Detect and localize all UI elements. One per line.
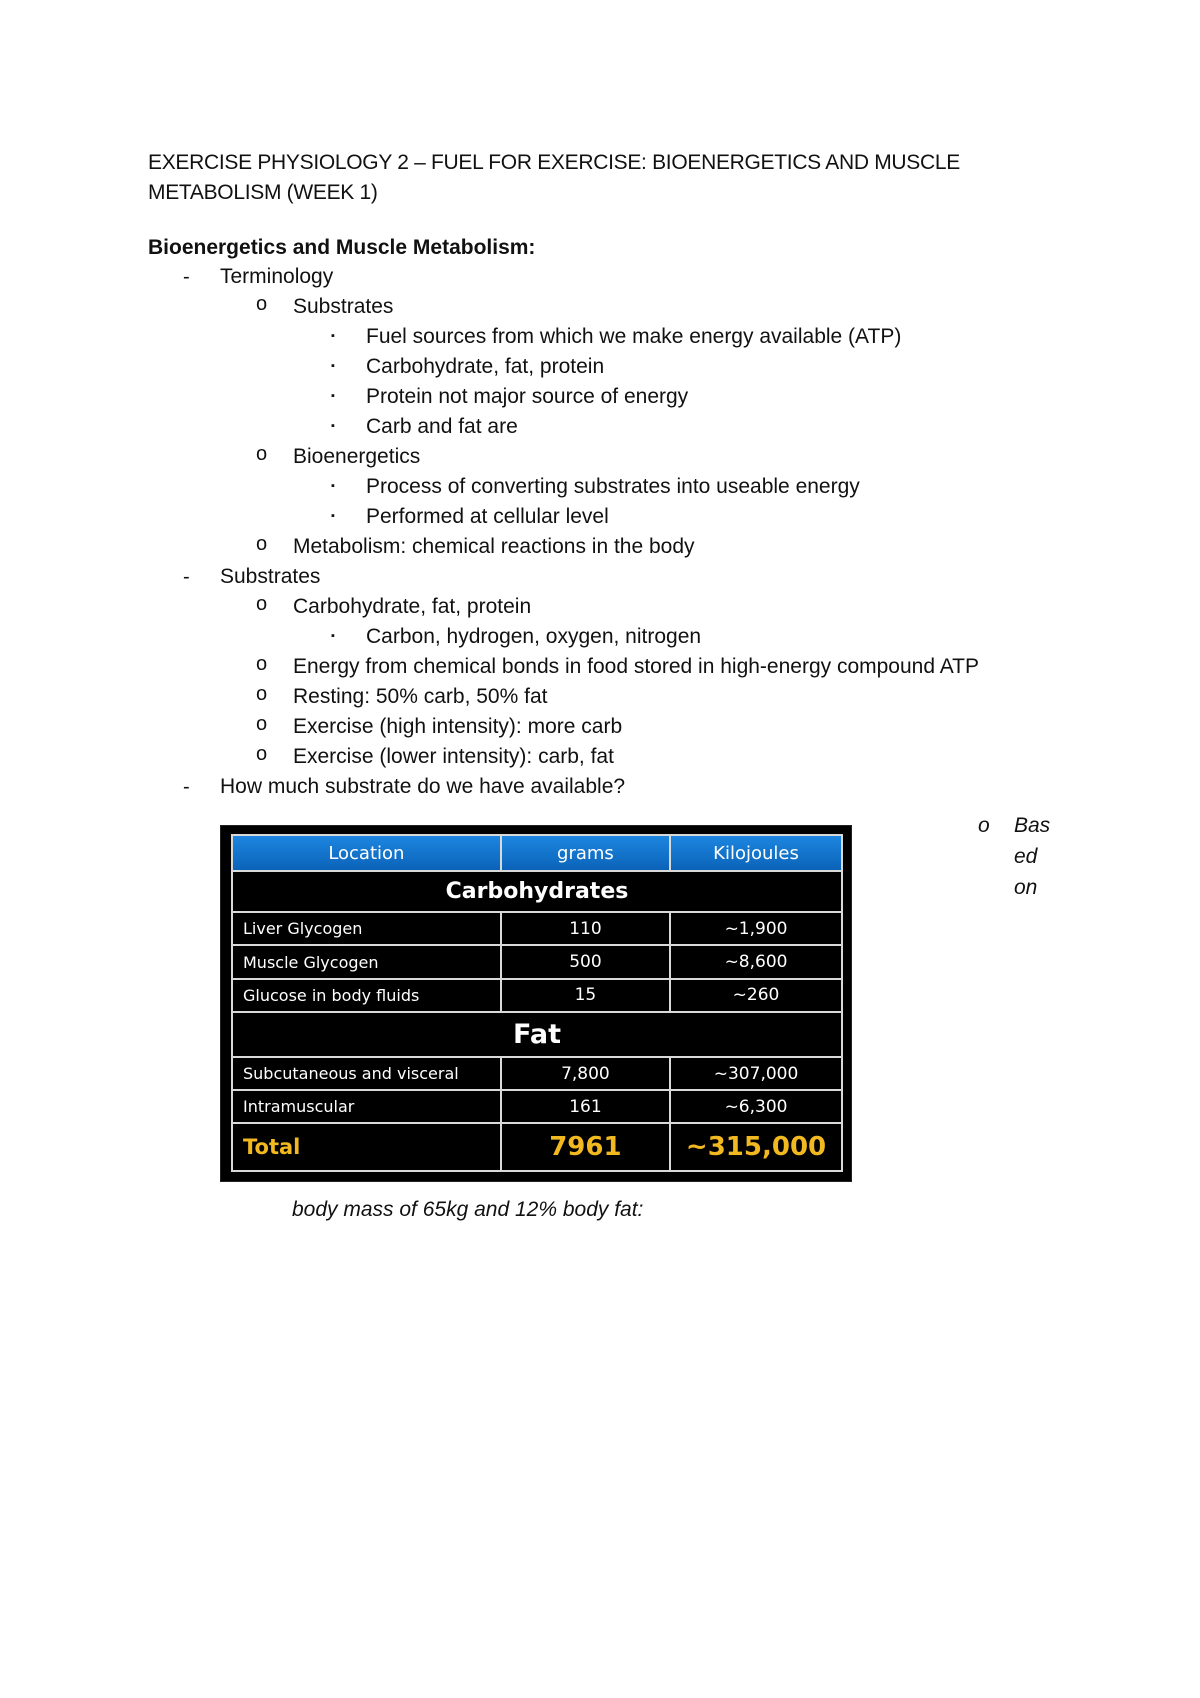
circle-marker: o <box>256 443 268 465</box>
outline-item: Performed at cellular level <box>366 505 609 528</box>
kilojoules-cell: ~8,600 <box>670 945 842 978</box>
row-label: Glucose in body fluids <box>232 979 501 1012</box>
square-marker: ▪ <box>331 480 335 492</box>
circle-marker: o <box>256 533 268 555</box>
circle-marker: o <box>256 743 268 765</box>
table-header-row <box>232 835 842 871</box>
circle-marker: o <box>256 683 268 705</box>
square-marker: ▪ <box>331 420 335 432</box>
dash-marker: - <box>183 776 190 798</box>
outline-item: Protein not major source of energy <box>366 385 689 408</box>
dash-marker: - <box>183 266 190 288</box>
outline-item: Terminology <box>220 265 334 288</box>
total-label: Total <box>232 1123 501 1171</box>
row-label: Liver Glycogen <box>232 912 501 945</box>
kilojoules-cell: ~6,300 <box>670 1090 842 1123</box>
square-marker: ▪ <box>331 330 335 342</box>
row-label: Intramuscular <box>232 1090 501 1123</box>
table-row <box>232 945 842 978</box>
total-row <box>232 1123 842 1171</box>
substrate-table-image <box>220 825 852 1182</box>
circle-marker: o <box>256 593 268 615</box>
section-row-carbohydrates <box>232 871 842 912</box>
outline-item: Carbohydrate, fat, protein <box>366 355 605 378</box>
square-marker: ▪ <box>331 510 335 522</box>
side-note-line: ed <box>1014 845 1038 868</box>
dash-marker: - <box>183 566 190 588</box>
side-note-line: Bas <box>1014 814 1051 837</box>
outline-item: Exercise (lower intensity): carb, fat <box>293 745 614 768</box>
table-row <box>232 912 842 945</box>
kilojoules-cell: ~260 <box>670 979 842 1012</box>
outline-item: How much substrate do we have available? <box>220 775 626 798</box>
column-header-kilojoules: Kilojoules <box>670 835 842 871</box>
grams-cell: 500 <box>501 945 670 978</box>
grams-cell: 15 <box>501 979 670 1012</box>
total-kilojoules: ~315,000 <box>670 1123 842 1171</box>
outline-item: Process of converting substrates into useable energy <box>366 475 860 498</box>
outline-item: Substrates <box>220 565 321 588</box>
substrate-table <box>231 834 843 1172</box>
section-heading: Bioenergetics and Muscle Metabolism: <box>148 236 536 259</box>
column-header-location: Location <box>232 835 501 871</box>
section-row-fat <box>232 1012 842 1058</box>
side-note-line: on <box>1014 876 1038 899</box>
circle-marker: o <box>256 293 268 315</box>
grams-cell: 161 <box>501 1090 670 1123</box>
outline-item: Carb and fat are <box>366 415 518 438</box>
square-marker: ▪ <box>331 630 335 642</box>
outline-item: Carbohydrate, fat, protein <box>293 595 532 618</box>
outline-item: Resting: 50% carb, 50% fat <box>293 685 548 708</box>
table-row <box>232 1090 842 1123</box>
circle-marker: o <box>256 713 268 735</box>
grams-cell: 110 <box>501 912 670 945</box>
row-label: Subcutaneous and visceral <box>232 1057 501 1090</box>
table-caption: body mass of 65kg and 12% body fat: <box>292 1198 644 1221</box>
outline-item: Substrates <box>293 295 394 318</box>
circle-marker: o <box>978 814 990 837</box>
total-grams: 7961 <box>501 1123 670 1171</box>
row-label: Muscle Glycogen <box>232 945 501 978</box>
column-header-grams: grams <box>501 835 670 871</box>
outline-item: Bioenergetics <box>293 445 421 468</box>
table-row <box>232 1057 842 1090</box>
outline-item: Fuel sources from which we make energy available (ATP) <box>366 325 902 348</box>
kilojoules-cell: ~1,900 <box>670 912 842 945</box>
outline-item: Carbon, hydrogen, oxygen, nitrogen <box>366 625 702 648</box>
section-label: Carbohydrates <box>232 871 842 912</box>
outline-item: Energy from chemical bonds in food stored in high-energy compound ATP <box>293 655 979 678</box>
kilojoules-cell: ~307,000 <box>670 1057 842 1090</box>
outline-item: Exercise (high intensity): more carb <box>293 715 623 738</box>
circle-marker: o <box>256 653 268 675</box>
document-title: EXERCISE PHYSIOLOGY 2 – FUEL FOR EXERCISE: BIOENERGETICS AND MUSCLE METABOLISM (WEEK 1) <box>148 151 960 204</box>
square-marker: ▪ <box>331 390 335 402</box>
outline-item: Metabolism: chemical reactions in the body <box>293 535 695 558</box>
square-marker: ▪ <box>331 360 335 372</box>
table-row <box>232 979 842 1012</box>
grams-cell: 7,800 <box>501 1057 670 1090</box>
section-label: Fat <box>232 1012 842 1058</box>
